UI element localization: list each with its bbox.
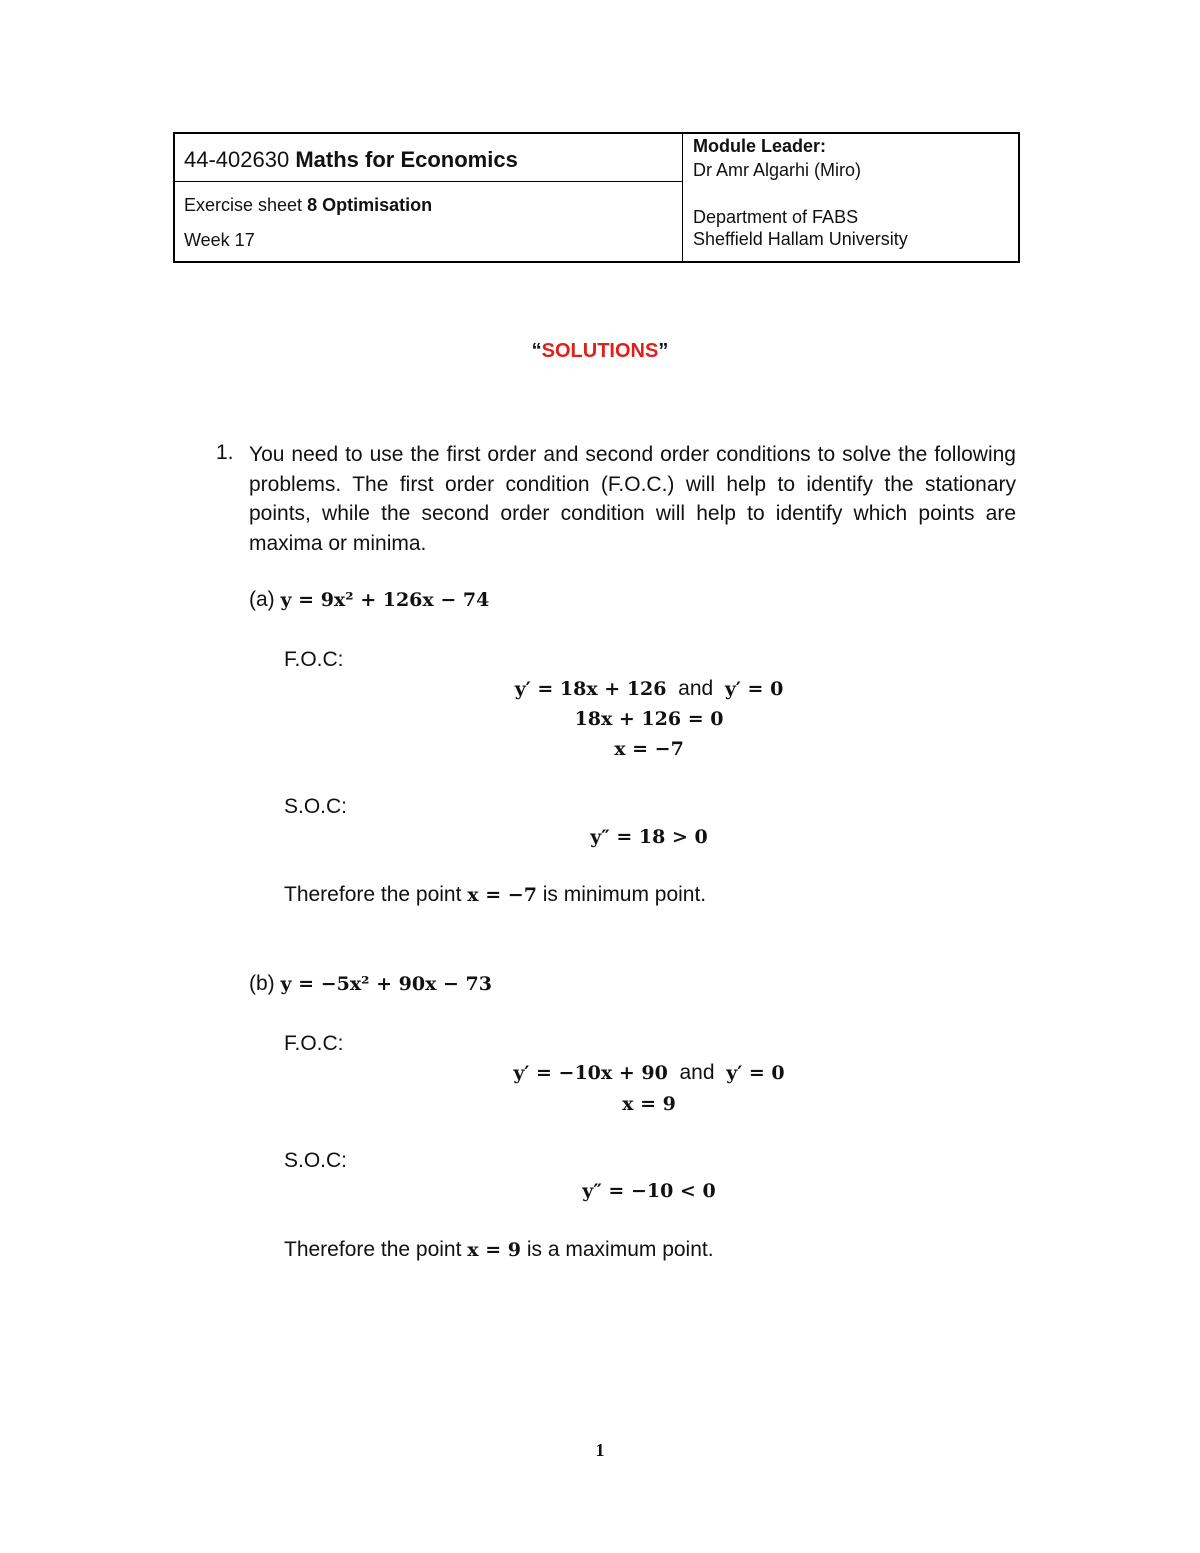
solutions-label: SOLUTIONS xyxy=(541,340,659,362)
part-b-foc-eq1-left: y′ = −10x + 90 xyxy=(513,1062,668,1084)
part-a-conclusion-math: x = −7 xyxy=(467,884,537,906)
part-b-conclusion xyxy=(284,1238,714,1262)
part-b-conclusion-suffix: is a maximum point. xyxy=(526,1238,714,1261)
part-b-foc-eq2: x = 9 xyxy=(622,1093,676,1115)
exercise-number-title: 8 Optimisation xyxy=(307,195,433,215)
question-text: You need to use the first order and second order conditions to solve the following problems. The first order condition (F.O.C.) will help to identify the stationary points, while the second order condition will help to identify which points are maxima or minima. xyxy=(249,443,1016,556)
part-a-function: y = 9x² + 126x − 74 xyxy=(280,589,490,611)
course-name: Maths for Economics xyxy=(295,147,518,172)
part-b-conclusion-prefix: Therefore the point xyxy=(284,1238,462,1261)
exercise-prefix: Exercise sheet xyxy=(184,195,303,215)
department: Department of FABS xyxy=(693,207,859,227)
part-a-conclusion-suffix: is minimum point. xyxy=(542,883,707,906)
module-leader-cell xyxy=(683,134,1018,261)
solutions-open-quote: “ xyxy=(531,340,542,362)
header-table xyxy=(173,132,1020,263)
part-b-soc-eq: y″ = −10 < 0 xyxy=(582,1180,716,1202)
course-cell xyxy=(175,134,683,182)
part-a-foc-eq3: x = −7 xyxy=(614,738,684,760)
exercise-title xyxy=(184,195,432,216)
part-b-conclusion-math: x = 9 xyxy=(467,1239,521,1261)
solutions-close-quote: ” xyxy=(658,340,669,362)
part-a-foc-eq1 xyxy=(0,677,1200,701)
part-b-heading xyxy=(249,972,492,996)
solutions-heading xyxy=(0,340,1200,363)
part-a-foc-label: F.O.C: xyxy=(284,648,344,671)
part-a-conclusion xyxy=(284,883,706,907)
part-a-foc-eq2: 18x + 126 = 0 xyxy=(574,708,724,730)
module-leader-name: Dr Amr Algarhi (Miro) xyxy=(693,160,862,180)
part-a-foc-eq1-right: y′ = 0 xyxy=(724,678,784,700)
part-b-function: y = −5x² + 90x − 73 xyxy=(280,973,493,995)
part-b-foc-eq1-and: and xyxy=(679,1061,715,1084)
part-b-foc-label: F.O.C: xyxy=(284,1032,344,1055)
part-b-soc-label: S.O.C: xyxy=(284,1149,348,1172)
part-a-label: (a) xyxy=(249,588,275,611)
week-label: Week 17 xyxy=(184,230,255,250)
university: Sheffield Hallam University xyxy=(693,229,908,249)
part-a-foc-eq1-and: and xyxy=(678,677,714,700)
part-a-conclusion-prefix: Therefore the point xyxy=(284,883,462,906)
part-b-foc-eq1-right: y′ = 0 xyxy=(726,1062,785,1084)
part-a-soc-label: S.O.C: xyxy=(284,795,348,818)
module-leader-label: Module Leader: xyxy=(693,136,827,156)
part-a-heading xyxy=(249,588,489,612)
exercise-cell xyxy=(175,182,683,261)
part-a-soc-eq: y″ = 18 > 0 xyxy=(590,826,708,848)
course-title xyxy=(184,147,518,173)
question-number: 1. xyxy=(216,441,234,464)
part-b-label: (b) xyxy=(249,972,275,995)
course-code: 44-402630 xyxy=(184,147,290,172)
part-a-foc-eq1-left: y′ = 18x + 126 xyxy=(514,678,667,700)
page-number: 1 xyxy=(595,1440,605,1460)
part-b-foc-eq1 xyxy=(0,1061,1200,1085)
